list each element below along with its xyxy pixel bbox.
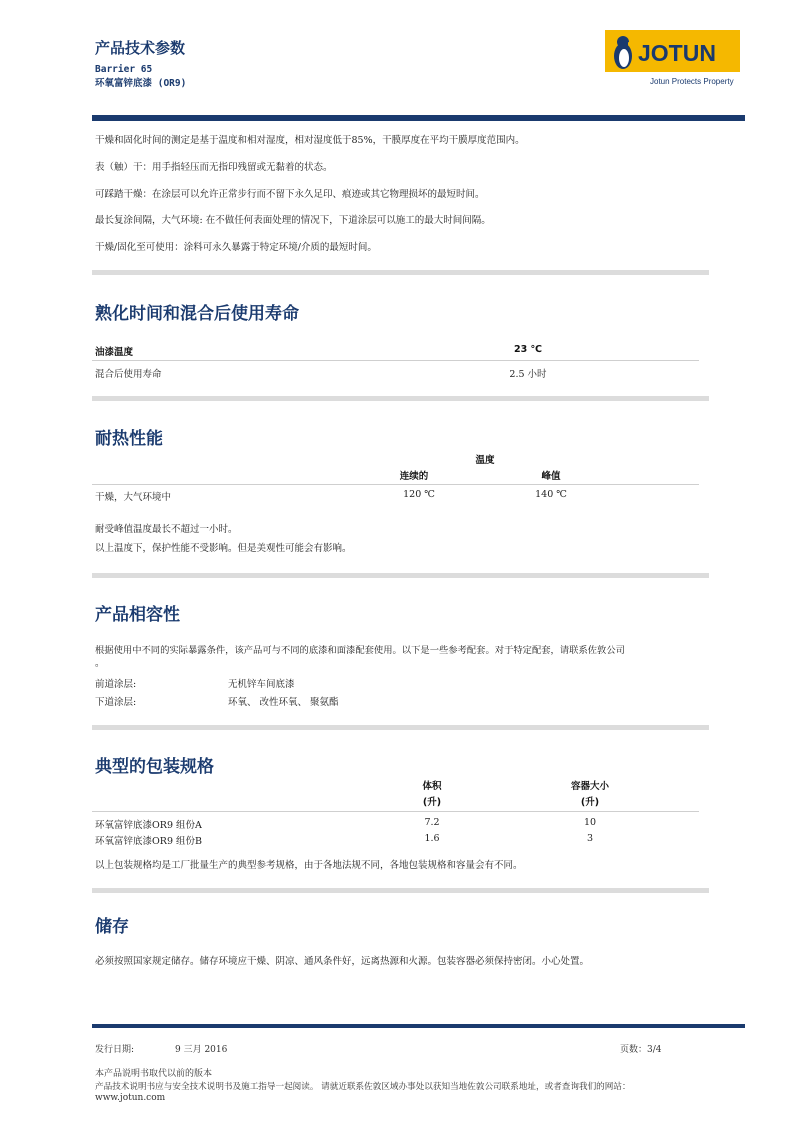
pack-col-container-unit: (升): [580, 797, 600, 808]
drying-note: 可踩踏干燥：在涂层可以允许正常步行而不留下永久足印、痕迹或其它物理损坏的最短时间。: [95, 189, 485, 200]
header-rule: [92, 115, 745, 121]
section-heading-storage: 储存: [95, 917, 129, 937]
section-divider: [92, 725, 709, 730]
issue-date: 9 三月 2016: [175, 1045, 228, 1055]
potlife-col-value: 23 ℃: [513, 344, 543, 355]
drying-note: 最长复涂间隔，大气环境: 在不做任何表面处理的情况下，下道涂层可以施工的最大时间间隔。: [95, 215, 491, 226]
heat-note: 以上温度下，保护性能不受影响。但是美观性可能会有影响。: [95, 543, 352, 554]
compat-next-label: 下道涂层:: [95, 697, 137, 708]
drying-note: 干燥和固化时间的测定是基于温度和相对湿度，相对湿度低于85%，干膜厚度在平均干膜厚度范围内。: [95, 135, 525, 146]
drying-note: 干燥/固化至可使用：涂料可永久暴露于特定环境/介质的最短时间。: [95, 242, 377, 253]
pack-col-container: 容器大小: [570, 781, 610, 792]
section-divider: [92, 270, 709, 275]
pack-row-volume: 7.2: [424, 817, 440, 828]
pack-row-volume: 1.6: [424, 833, 440, 844]
section-divider: [92, 888, 709, 893]
footer-disclaimer: 产品技术说明书应与安全技术说明书及施工指导一起阅读。 请就近联系佐敦区域办事处以获知当地佐敦公司联系地址，或者查询我们的网站：: [95, 1082, 631, 1092]
product-subtitle: 环氧富锌底漆 (OR9): [95, 78, 187, 89]
heat-col-continuous: 连续的: [399, 471, 429, 482]
heat-row-continuous: 120 ℃: [403, 489, 435, 500]
drying-note: 表（触）干：用手指轻压而无指印残留或无黏着的状态。: [95, 162, 333, 173]
section-heading-potlife: 熟化时间和混合后使用寿命: [95, 304, 299, 324]
page-number: 页数：3/4: [620, 1045, 662, 1055]
website-link[interactable]: www.jotun.com: [95, 1093, 166, 1103]
compat-next-value: 环氧、 改性环氧、 聚氨酯: [228, 697, 339, 708]
potlife-col-label: 油漆温度: [95, 347, 134, 358]
pack-row-name: 环氧富锌底漆OR9 组份A: [95, 820, 202, 831]
heat-col-peak: 峰值: [541, 471, 561, 482]
page-title: 产品技术参数: [95, 39, 186, 57]
pack-col-volume-unit: (升): [422, 797, 442, 808]
table-rule: [92, 360, 699, 361]
section-divider: [92, 573, 709, 578]
heat-row-label: 干燥，大气环境中: [95, 492, 172, 503]
compat-intro-cont: 。: [95, 658, 105, 669]
pack-note: 以上包装规格均是工厂批量生产的典型参考规格，由于各地法规不同，各地包装规格和容量会有不同。: [95, 860, 523, 871]
logo-text: JOTUN: [638, 40, 716, 66]
section-heading-packaging: 典型的包装规格: [95, 757, 214, 777]
heat-group-header: 温度: [475, 455, 495, 466]
footer-rule: [92, 1024, 745, 1028]
pack-row-container: 3: [586, 833, 594, 844]
pack-row-name: 环氧富锌底漆OR9 组份B: [95, 836, 202, 847]
compat-prev-value: 无机锌车间底漆: [228, 679, 295, 690]
product-name: Barrier 65: [95, 64, 153, 75]
supersede-note: 本产品说明书取代以前的版本: [95, 1069, 213, 1079]
potlife-row-label: 混合后使用寿命: [95, 369, 162, 380]
compat-intro: 根据使用中不同的实际暴露条件，该产品可与不同的底漆和面漆配套使用。以下是一些参考配套。对于特定配套，请联系佐敦公司: [95, 645, 625, 656]
potlife-row-value: 2.5 小时: [509, 369, 547, 380]
jotun-logo: [605, 30, 740, 72]
heat-note: 耐受峰值温度最长不超过一小时。: [95, 524, 238, 535]
compat-prev-label: 前道涂层:: [95, 679, 137, 690]
storage-text: 必须按照国家规定储存。储存环境应干燥、阴凉、通风条件好，远离热源和火源。包装容器必须保持密闭。小心处置。: [95, 956, 590, 967]
table-rule: [92, 484, 699, 485]
pack-col-volume: 体积: [422, 781, 442, 792]
pack-row-container: 10: [583, 817, 597, 828]
section-heading-heat: 耐热性能: [95, 429, 163, 449]
tagline: Jotun Protects Property: [650, 77, 734, 86]
section-heading-compat: 产品相容性: [95, 605, 180, 625]
heat-row-peak: 140 ℃: [535, 489, 567, 500]
issue-date-label: 发行日期:: [95, 1045, 135, 1055]
table-rule: [92, 811, 699, 812]
section-divider: [92, 396, 709, 401]
